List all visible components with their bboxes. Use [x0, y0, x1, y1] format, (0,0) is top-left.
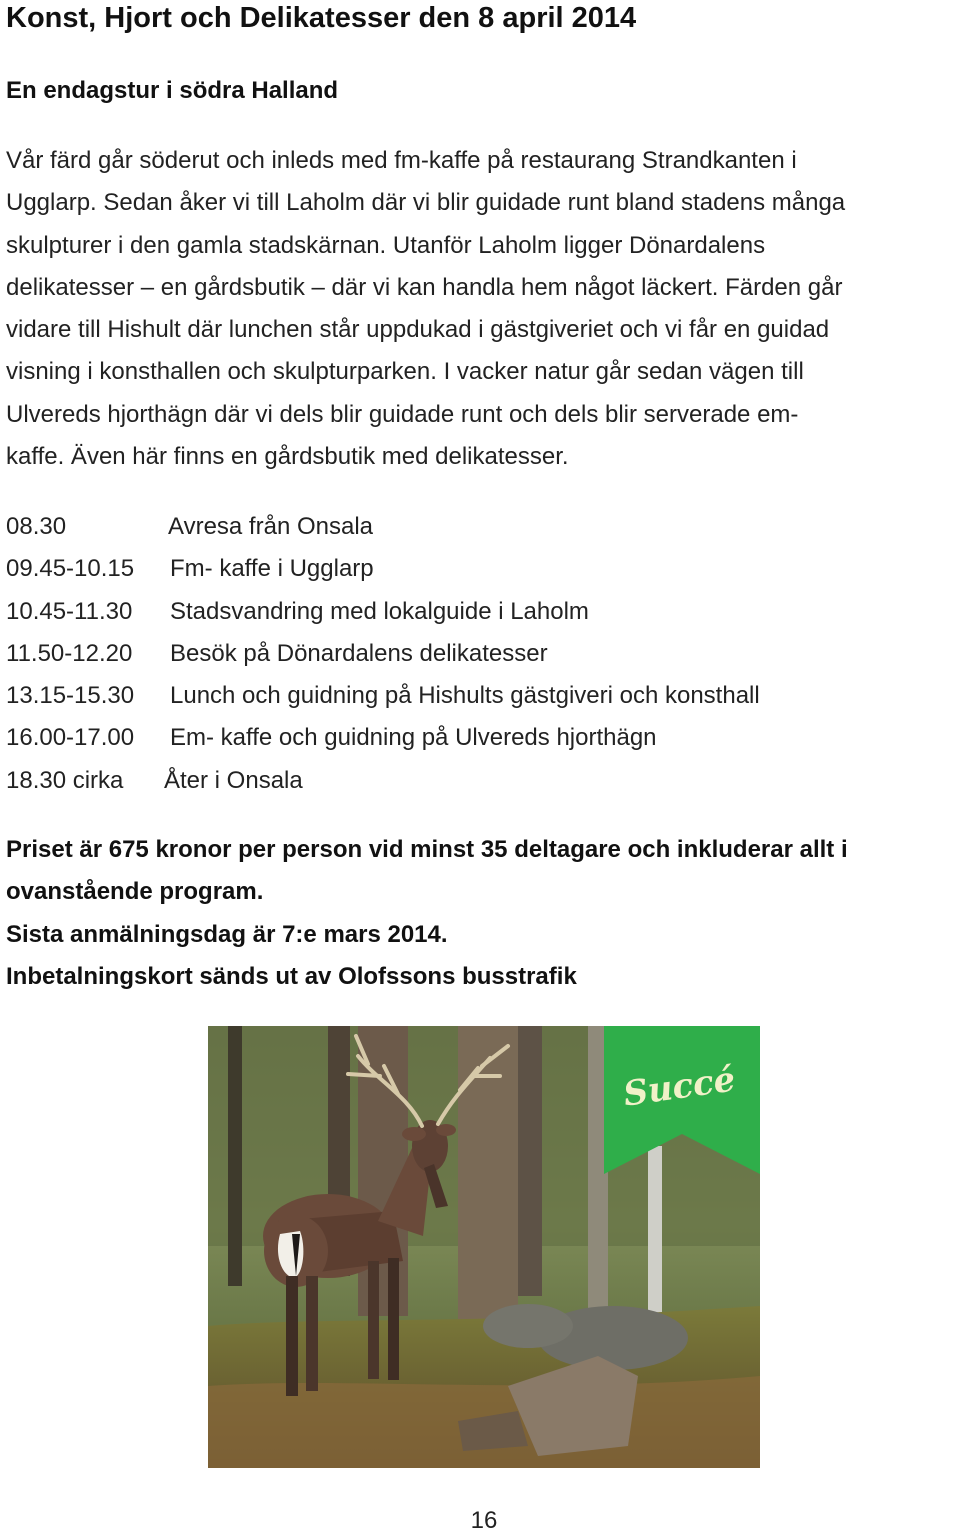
paragraph-line: Vår färd går söderut och inleds med fm-kaffe på restaurang Strandkanten i — [6, 147, 797, 174]
schedule-time: 10.45-11.30 — [6, 597, 133, 625]
schedule-activity: Besök på Dönardalens delikatesser — [170, 639, 548, 667]
schedule-time: 13.15-15.30 — [6, 682, 135, 710]
paragraph-line: kaffe. Även här finns en gårdsbutik med delikatesser. — [6, 443, 569, 471]
schedule-activity: Stadsvandring med lokalguide i Laholm — [170, 597, 589, 625]
deadline-line: Sista anmälningsdag är 7:e mars 2014. — [6, 920, 448, 948]
page-subtitle: En endagstur i södra Halland — [6, 77, 339, 104]
price-line: ovanstående program. — [6, 878, 264, 906]
page-number: 16 — [470, 1507, 498, 1534]
schedule-time: 18.30 cirka — [6, 766, 124, 794]
paragraph-line: delikatesser – en gårdsbutik – där vi kan handla hem något läckert. Färden går — [6, 273, 843, 301]
schedule-time: 09.45-10.15 — [6, 555, 135, 583]
schedule-activity: Lunch och guidning på Hishults gästgiveri och konsthall — [170, 682, 760, 710]
paragraph-line: vidare till Hishult där lunchen står uppdukad i gästgiveriet och vi får en guidad — [6, 316, 830, 344]
schedule-activity: Em- kaffe och guidning på Ulvereds hjorthägn — [170, 724, 657, 752]
schedule-time: 08.30 — [6, 513, 67, 540]
schedule-activity: Åter i Onsala — [164, 766, 303, 794]
payment-line: Inbetalningskort sänds ut av Olofssons busstrafik — [6, 962, 577, 990]
price-info — [6, 829, 848, 998]
paragraph-line: Ulvereds hjorthägn där vi dels blir guidade runt och dels blir serverade em- — [6, 400, 799, 428]
intro-paragraph — [6, 140, 960, 478]
page-title: Konst, Hjort och Delikatesser den 8 april 2014 — [6, 2, 637, 34]
paragraph-line: Ugglarp. Sedan åker vi till Laholm där vi blir guidade runt bland stadens många — [6, 189, 846, 217]
price-line: Priset är 675 kronor per person vid minst 35 deltagare och inkluderar allt i — [6, 836, 848, 863]
schedule-time: 16.00-17.00 — [6, 724, 135, 752]
paragraph-line: skulpturer i den gamla stadskärnan. Utanför Laholm ligger Dönardalens — [6, 231, 766, 259]
paragraph-line: visning i konsthallen och skulpturparken. I vacker natur går sedan vägen till — [6, 358, 804, 386]
schedule-time: 11.50-12.20 — [6, 639, 133, 667]
succe-badge-text: Succé — [620, 1059, 738, 1115]
schedule-activity: Avresa från Onsala — [168, 513, 373, 540]
deer-photo — [208, 1026, 760, 1468]
schedule-activity: Fm- kaffe i Ugglarp — [170, 555, 374, 583]
